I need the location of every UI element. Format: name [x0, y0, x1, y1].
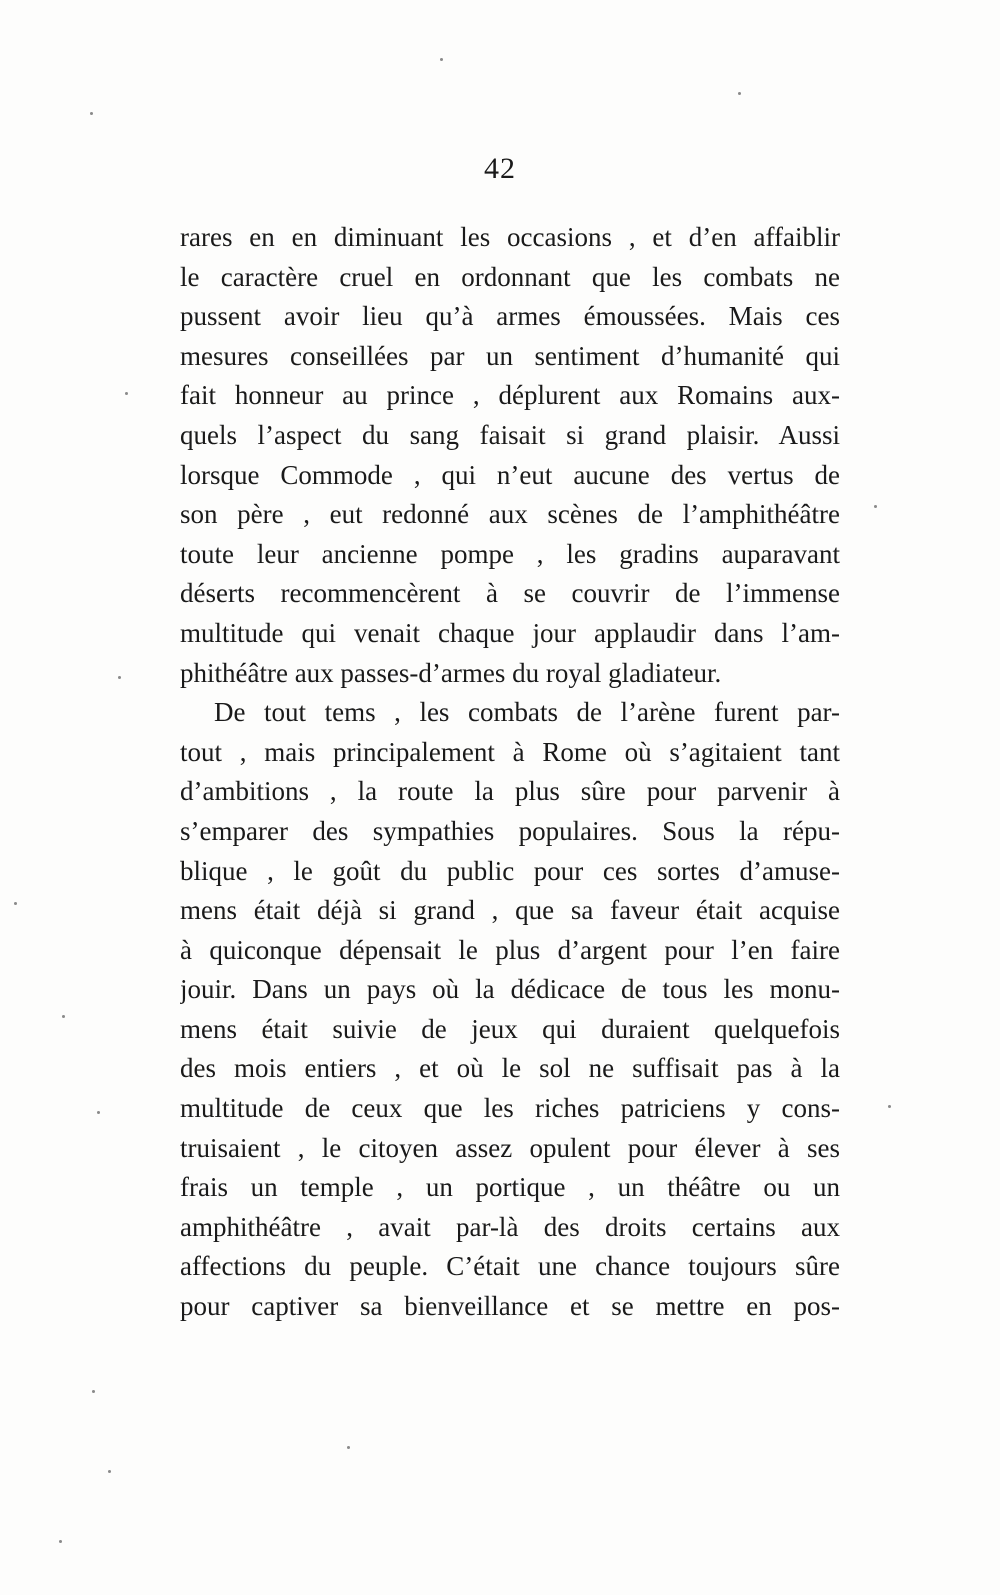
text-line: s’emparer des sympathies populaires. Sous la répu-: [180, 815, 840, 846]
text-line: mesures conseillées par un sentiment d’humanité qui: [180, 340, 840, 371]
text-line: multitude qui venait chaque jour applaudir dans l’am-: [180, 617, 840, 648]
scan-speck: [874, 505, 877, 508]
text-line: De tout tems , les combats de l’arène furent par-: [214, 697, 840, 728]
text-line: d’ambitions , la route la plus sûre pour parvenir à: [180, 776, 840, 807]
scan-speck: [92, 1390, 95, 1393]
paragraph-2: [180, 693, 840, 1327]
scan-speck: [118, 676, 121, 679]
text-line: jouir. Dans un pays où la dédicace de tous les monu-: [180, 974, 840, 1005]
scan-speck: [90, 112, 93, 115]
text-line: amphithéâtre , avait par-là des droits certains aux: [180, 1211, 840, 1242]
text-line: tout , mais principalement à Rome où s’agitaient tant: [180, 736, 840, 767]
text-line: fait honneur au prince , déplurent aux Romains aux-: [180, 380, 840, 411]
text-line: lorsque Commode , qui n’eut aucune des vertus de: [180, 459, 840, 490]
text-line: affections du peuple. C’était une chance toujours sûre: [180, 1251, 840, 1282]
text-line: mens était déjà si grand , que sa faveur était acquise: [180, 895, 840, 926]
scan-speck: [14, 902, 17, 905]
text-line: des mois entiers , et où le sol ne suffisait pas à la: [180, 1053, 840, 1084]
text-line: le caractère cruel en ordonnant que les combats ne: [180, 261, 840, 292]
text-line: phithéâtre aux passes-d’armes du royal gladiateur.: [180, 657, 722, 688]
text-line: truisaient , le citoyen assez opulent pour élever à ses: [180, 1132, 840, 1163]
text-line: frais un temple , un portique , un théâtre ou un: [180, 1172, 840, 1203]
text-line: multitude de ceux que les riches patriciens y cons-: [180, 1093, 840, 1124]
scan-speck: [125, 392, 128, 395]
scan-speck: [738, 92, 741, 95]
text-line: toute leur ancienne pompe , les gradins auparavant: [180, 538, 840, 569]
text-line: pour captiver sa bienveillance et se mettre en pos-: [180, 1291, 840, 1322]
text-line: son père , eut redonné aux scènes de l’amphithéâtre: [180, 499, 840, 530]
text-line: quels l’aspect du sang faisait si grand plaisir. Aussi: [180, 419, 840, 450]
body-text: [180, 218, 840, 1327]
text-line: mens était suivie de jeux qui duraient quelquefois: [180, 1013, 840, 1044]
text-line: déserts recommencèrent à se couvrir de l’immense: [180, 578, 840, 609]
scan-speck: [97, 1111, 100, 1114]
text-line: rares en en diminuant les occasions , et d’en affaiblir: [180, 222, 840, 252]
scan-speck: [888, 1105, 891, 1108]
scan-speck: [440, 58, 443, 61]
scan-speck: [108, 1470, 111, 1473]
page-number: 42: [484, 152, 516, 185]
scan-speck: [347, 1446, 350, 1449]
text-line: à quiconque dépensait le plus d’argent pour l’en faire: [180, 934, 840, 965]
text-line: pussent avoir lieu qu’à armes émoussées. Mais ces: [180, 301, 840, 332]
paragraph-1: [180, 218, 840, 693]
text-line: blique , le goût du public pour ces sortes d’amuse-: [180, 855, 840, 886]
scan-speck: [59, 1540, 62, 1543]
scan-speck: [62, 1015, 65, 1018]
